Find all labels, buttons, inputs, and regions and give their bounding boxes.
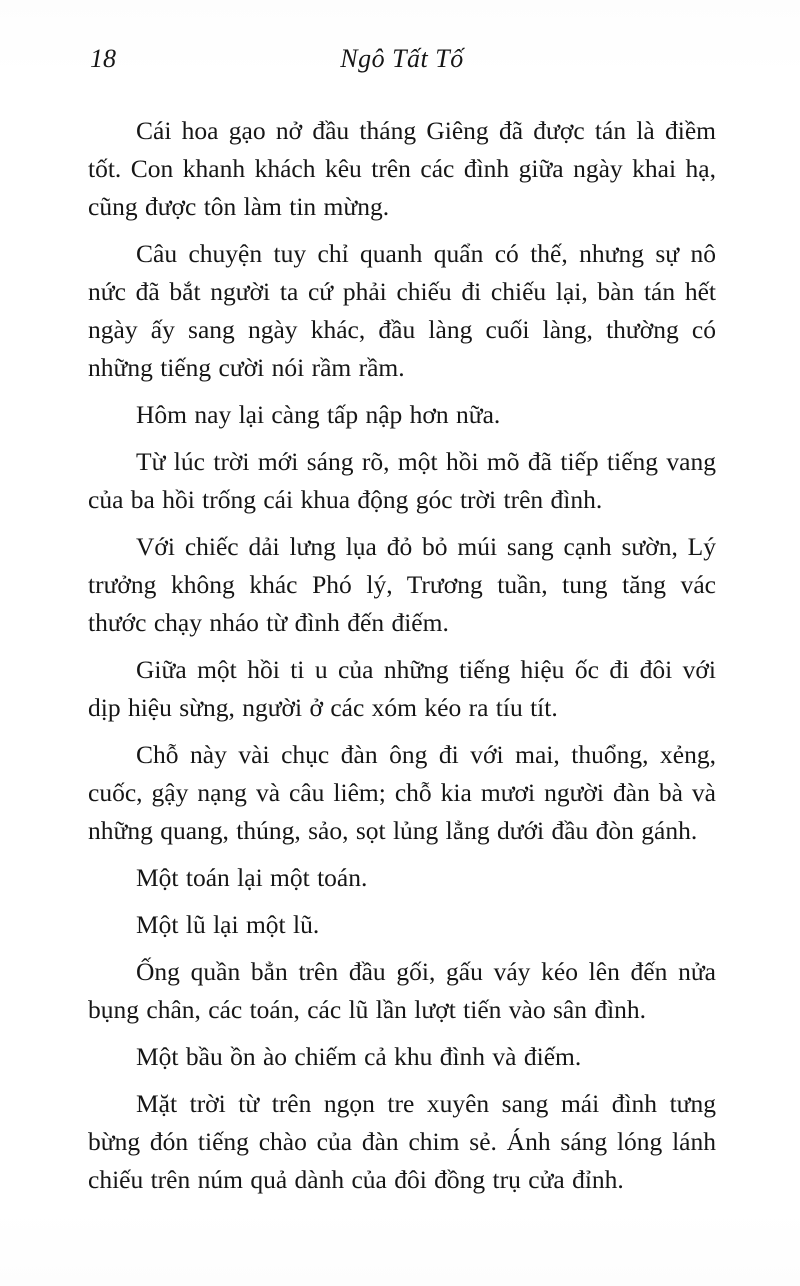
- paragraph: Với chiếc dải lưng lụa đỏ bỏ múi sang cạnh sườn, Lý trưởng không khác Phó lý, Trương tuần, tung tăng vác thước chạy nháo từ đình đến điếm.: [88, 532, 716, 637]
- paragraph: Từ lúc trời mới sáng rõ, một hồi mõ đã tiếp tiếng vang của ba hồi trống cái khua động góc trời trên đình.: [88, 447, 716, 514]
- paragraph: Hôm nay lại càng tấp nập hơn nữa.: [136, 400, 501, 429]
- paragraph: Ống quần bẳn trên đầu gối, gấu váy kéo lên đến nửa bụng chân, các toán, các lũ lần lượt tiến vào sân đình.: [88, 957, 716, 1024]
- paragraph: Một bầu ồn ào chiếm cả khu đình và điếm.: [136, 1042, 582, 1071]
- running-title: Ngô Tất Tố: [340, 44, 464, 73]
- body-text: [88, 112, 716, 1199]
- running-header: [88, 44, 716, 78]
- paragraph: Một toán lại một toán.: [136, 863, 368, 892]
- page-number: 18: [90, 44, 116, 73]
- paragraph: Một lũ lại một lũ.: [136, 910, 320, 939]
- paragraph: Mặt trời từ trên ngọn tre xuyên sang mái đình tưng bừng đón tiếng chào của đàn chim sẻ. Ánh sáng lóng lánh chiếu trên núm quả dành của đôi đồng trụ cửa đỉnh.: [88, 1089, 716, 1194]
- paragraph: Chỗ này vài chục đàn ông đi với mai, thuổng, xẻng, cuốc, gậy nạng và câu liêm; chỗ kia mươi người đàn bà và những quang, thúng, sảo, sọt lủng lẳng dưới đầu đòn gánh.: [88, 740, 716, 845]
- page-content: [88, 44, 716, 1199]
- paragraph: Câu chuyện tuy chỉ quanh quẩn có thế, nhưng sự nô nức đã bắt người ta cứ phải chiếu đi chiếu lại, bàn tán hết ngày ấy sang ngày khác, đầu làng cuối làng, thường có những tiếng cười nói rầm rầm.: [88, 239, 716, 382]
- paragraph: Giữa một hồi ti u của những tiếng hiệu ốc đi đôi với dịp hiệu sừng, người ở các xóm kéo ra tíu tít.: [88, 655, 716, 722]
- paragraph: Cái hoa gạo nở đầu tháng Giêng đã được tán là điềm tốt. Con khanh khách kêu trên các đình giữa ngày khai hạ, cũng được tôn làm tin mừng.: [88, 116, 716, 221]
